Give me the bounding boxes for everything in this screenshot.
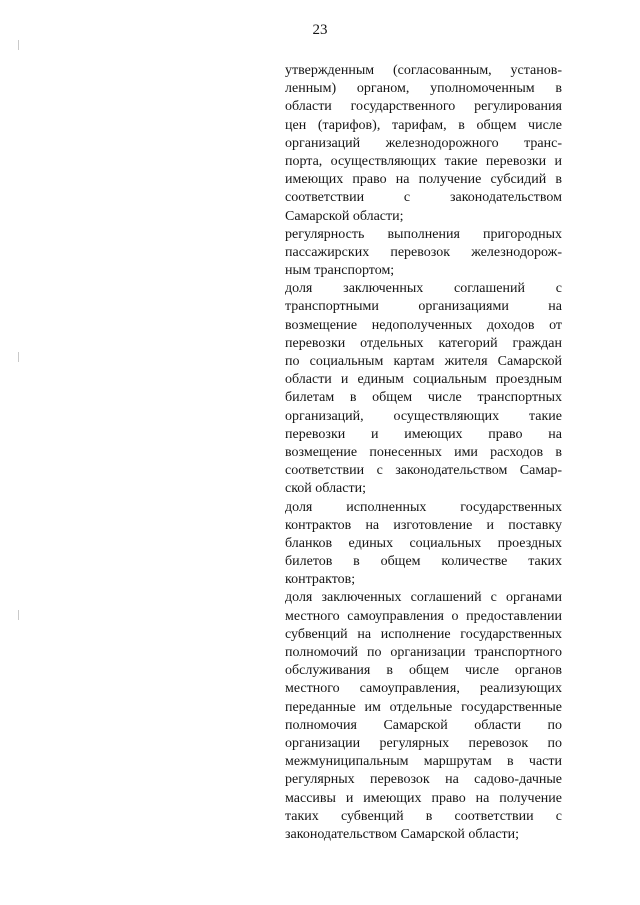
text-line: транспортными организациями на: [285, 299, 562, 315]
text-line: таких субвенций в соответствии с: [285, 808, 562, 824]
text-line: организации регулярных перевозок по: [285, 735, 562, 751]
text-line: субвенций на исполнение государственных: [285, 626, 562, 642]
text-line: доля заключенных соглашений с органами: [285, 590, 562, 606]
scan-margin-mark: [18, 40, 19, 50]
text-line: местного самоуправления, реализующих: [285, 681, 562, 697]
text-line: организаций железнодорожного транс-: [285, 135, 562, 151]
text-line: области государственного регулирования: [285, 99, 562, 115]
text-line: контрактов на изготовление и поставку: [285, 517, 562, 533]
text-line: Самарской области;: [285, 208, 404, 224]
text-line: пассажирских перевозок железнодорож-: [285, 244, 562, 260]
body-text: [285, 62, 562, 844]
text-line: организаций, осуществляющих такие: [285, 408, 562, 424]
text-line: по социальным картам жителя Самарской: [285, 354, 562, 369]
text-line: перевозки и имеющих право на: [285, 426, 562, 442]
text-line: перевозки отдельных категорий граждан: [285, 335, 562, 351]
text-line: ным транспортом;: [285, 263, 395, 279]
text-line: ленным) органом, уполномоченным в: [285, 81, 562, 97]
text-line: контрактов;: [285, 572, 356, 588]
text-line: ской области;: [285, 481, 366, 497]
text-line: законодательством Самарской области;: [285, 826, 520, 842]
text-line: возмещение понесенных ими расходов в: [285, 444, 562, 460]
text-line: местного самоуправления о предоставлении: [285, 608, 562, 624]
text-line: регулярных перевозок на садово-дачные: [285, 772, 562, 788]
text-line: полномочия Самарской области по: [285, 717, 562, 733]
text-line: соответствии с законодательством Самар-: [285, 463, 562, 479]
text-line: массивы и имеющих право на получение: [285, 790, 562, 806]
text-line: цен (тарифов), тарифам, в общем числе: [285, 117, 562, 133]
text-line: переданные им отдельные государственные: [285, 699, 562, 715]
text-line: утвержденным (согласованным, установ-: [285, 63, 562, 78]
text-line: порта, осуществляющих такие перевозки и: [285, 153, 562, 169]
text-line: соответствии с законодательством: [285, 190, 562, 206]
text-line: регулярность выполнения пригородных: [285, 226, 562, 242]
text-line: возмещение недополученных доходов от: [285, 317, 562, 333]
scan-margin-mark: [18, 352, 19, 362]
text-line: доля заключенных соглашений с: [285, 281, 562, 297]
text-line: билетам в общем числе транспортных: [285, 390, 562, 406]
text-line: области и единым социальным проездным: [285, 372, 562, 388]
text-line: обслуживания в общем числе органов: [285, 663, 562, 679]
page-number: 23: [312, 22, 328, 38]
text-line: имеющих право на получение субсидий в: [285, 172, 562, 188]
text-line: полномочий по организации транспортного: [285, 645, 562, 660]
text-line: межмуниципальным маршрутам в части: [285, 754, 562, 770]
text-line: билетов в общем количестве таких: [285, 554, 562, 570]
scan-margin-mark: [18, 610, 19, 620]
text-line: доля исполненных государственных: [285, 499, 562, 515]
text-line: бланков единых социальных проездных: [285, 535, 562, 551]
